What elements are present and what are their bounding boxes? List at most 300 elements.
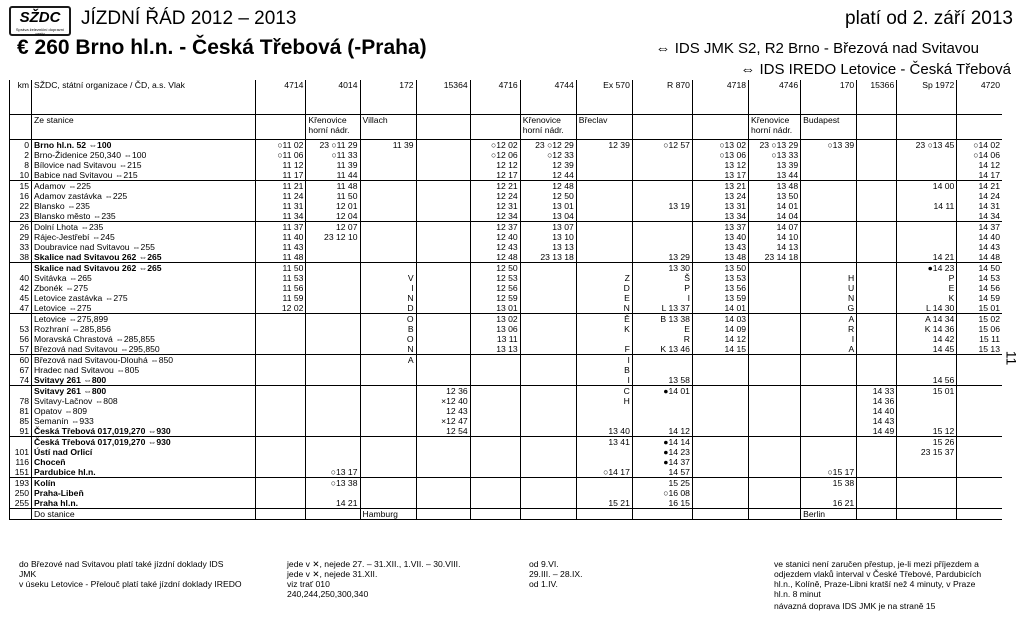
- km-cell: 101: [10, 447, 32, 457]
- timetable: [9, 80, 1002, 520]
- time-cell: [632, 211, 692, 222]
- time-cell: G: [801, 303, 857, 314]
- table-row: [10, 375, 1003, 386]
- time-cell: 12 07: [306, 222, 360, 233]
- table-row: [10, 201, 1003, 211]
- timetable-year-title: JÍZDNÍ ŘÁD 2012 – 2013: [81, 8, 297, 29]
- time-cell: [470, 355, 520, 366]
- time-cell: N: [801, 293, 857, 303]
- time-cell: I: [360, 283, 416, 293]
- destination-cell: [749, 509, 801, 520]
- time-cell: 14 03: [692, 314, 748, 325]
- time-cell: [857, 150, 897, 160]
- page-number: 11: [1003, 350, 1020, 366]
- time-cell: 12 21: [470, 181, 520, 192]
- time-cell: [306, 406, 360, 416]
- time-cell: 14 36: [857, 396, 897, 406]
- time-cell: 13 48: [692, 252, 748, 263]
- time-cell: 11 43: [256, 242, 306, 252]
- header-cell: 170: [801, 80, 857, 115]
- time-cell: [857, 334, 897, 344]
- time-cell: ○14 02: [957, 140, 1002, 151]
- time-cell: 12 31: [470, 201, 520, 211]
- table-row: [10, 396, 1003, 406]
- time-cell: [256, 324, 306, 334]
- km-cell: 81: [10, 406, 32, 416]
- table-row: [10, 314, 1003, 325]
- time-cell: 13 48: [749, 181, 801, 192]
- time-cell: D: [576, 283, 632, 293]
- time-cell: ○13 06: [692, 150, 748, 160]
- origin-row: [10, 115, 1003, 140]
- km-cell: [10, 314, 32, 325]
- time-cell: 13 24: [692, 191, 748, 201]
- time-cell: [306, 314, 360, 325]
- time-cell: R: [632, 334, 692, 344]
- time-cell: ○15 17: [801, 467, 857, 478]
- origin-cell: [857, 115, 897, 140]
- time-cell: O: [360, 334, 416, 344]
- time-cell: [306, 263, 360, 274]
- time-cell: 11 44: [306, 170, 360, 181]
- time-cell: [801, 437, 857, 448]
- time-cell: [749, 273, 801, 283]
- origin-cell: [256, 115, 306, 140]
- time-cell: 13 01: [520, 201, 576, 211]
- time-cell: [857, 201, 897, 211]
- time-cell: [857, 293, 897, 303]
- km-cell: 15: [10, 181, 32, 192]
- time-cell: [306, 334, 360, 344]
- time-cell: ●14 01: [632, 386, 692, 397]
- time-cell: 15 38: [801, 478, 857, 489]
- time-cell: [857, 160, 897, 170]
- time-cell: [520, 416, 576, 426]
- time-cell: [857, 211, 897, 222]
- time-cell: [360, 437, 416, 448]
- time-cell: Š: [632, 273, 692, 283]
- time-cell: [256, 498, 306, 509]
- time-cell: 12 37: [470, 222, 520, 233]
- time-cell: ○12 06: [470, 150, 520, 160]
- table-row: [10, 344, 1003, 355]
- time-cell: 23 ○12 29: [520, 140, 576, 151]
- time-cell: 13 10: [520, 232, 576, 242]
- table-row: [10, 232, 1003, 242]
- table-row: [10, 416, 1003, 426]
- origin-cell: Křenovice horní nádr.: [749, 115, 801, 140]
- time-cell: H: [801, 273, 857, 283]
- time-cell: [749, 478, 801, 489]
- time-cell: 11 24: [256, 191, 306, 201]
- time-cell: N: [360, 293, 416, 303]
- time-cell: [857, 324, 897, 334]
- time-cell: 11 56: [256, 283, 306, 293]
- table-row: [10, 334, 1003, 344]
- time-cell: 12 02: [256, 303, 306, 314]
- time-cell: [576, 334, 632, 344]
- time-cell: [416, 222, 470, 233]
- header-cell: R 870: [632, 80, 692, 115]
- time-cell: [520, 293, 576, 303]
- time-cell: [256, 314, 306, 325]
- station-cell: Brno-Židenice 250,340 ⇔100: [32, 150, 256, 160]
- time-cell: [857, 222, 897, 233]
- time-cell: [360, 263, 416, 274]
- time-cell: 13 53: [692, 273, 748, 283]
- time-cell: [470, 447, 520, 457]
- time-cell: [360, 191, 416, 201]
- station-cell: Babice nad Svitavou ⇔215: [32, 170, 256, 181]
- time-cell: [632, 191, 692, 201]
- station-cell: Moravská Chrastová ⇔285,855: [32, 334, 256, 344]
- table-row: [10, 426, 1003, 437]
- time-cell: 15 11: [957, 334, 1002, 344]
- time-cell: I: [576, 375, 632, 386]
- time-cell: N: [360, 344, 416, 355]
- time-cell: [520, 437, 576, 448]
- time-cell: [470, 426, 520, 437]
- time-cell: [801, 375, 857, 386]
- km-cell: 78: [10, 396, 32, 406]
- km-cell: [10, 386, 32, 397]
- table-row: [10, 488, 1003, 498]
- time-cell: [470, 467, 520, 478]
- time-cell: [857, 498, 897, 509]
- time-cell: [692, 386, 748, 397]
- time-cell: 16 15: [632, 498, 692, 509]
- time-cell: ●14 37: [632, 457, 692, 467]
- time-cell: [416, 457, 470, 467]
- time-cell: [897, 457, 957, 467]
- time-cell: 13 17: [692, 170, 748, 181]
- time-cell: [520, 334, 576, 344]
- time-cell: [416, 252, 470, 263]
- time-cell: [857, 375, 897, 386]
- time-cell: 12 48: [470, 252, 520, 263]
- time-cell: [520, 498, 576, 509]
- time-cell: 12 50: [470, 263, 520, 274]
- time-cell: [692, 457, 748, 467]
- time-cell: [256, 334, 306, 344]
- time-cell: ×12 47: [416, 416, 470, 426]
- km-cell: 116: [10, 457, 32, 467]
- ids-jmk-note: ⇔ IDS JMK S2, R2 Brno - Březová nad Svitavou: [655, 40, 979, 57]
- table-row: [10, 447, 1003, 457]
- time-cell: [470, 416, 520, 426]
- time-cell: [857, 283, 897, 293]
- time-cell: [749, 365, 801, 375]
- time-cell: [416, 344, 470, 355]
- time-cell: 13 30: [632, 263, 692, 274]
- time-cell: 11 48: [256, 252, 306, 263]
- time-cell: [692, 416, 748, 426]
- time-cell: K 14 36: [897, 324, 957, 334]
- legend-note-1: od 9.VI.: [529, 559, 559, 569]
- time-cell: 12 39: [576, 140, 632, 151]
- time-cell: [801, 386, 857, 397]
- time-cell: 13 56: [692, 283, 748, 293]
- time-cell: [576, 406, 632, 416]
- station-cell: Adamov zastávka ⇔225: [32, 191, 256, 201]
- time-cell: 14 57: [632, 467, 692, 478]
- origin-cell: Křenovice horní nádr.: [306, 115, 360, 140]
- time-cell: 14 31: [957, 201, 1002, 211]
- time-cell: [256, 488, 306, 498]
- time-cell: K 13 46: [632, 344, 692, 355]
- route-title: € 260 Brno hl.n. - Česká Třebová (-Praha): [17, 36, 427, 59]
- time-cell: 11 34: [256, 211, 306, 222]
- time-cell: 11 59: [256, 293, 306, 303]
- time-cell: [576, 191, 632, 201]
- time-cell: [520, 467, 576, 478]
- time-cell: [632, 150, 692, 160]
- time-cell: 13 13: [520, 242, 576, 252]
- time-cell: 13 19: [632, 201, 692, 211]
- time-cell: [306, 457, 360, 467]
- time-cell: [692, 498, 748, 509]
- time-cell: 12 40: [470, 232, 520, 242]
- time-cell: [306, 375, 360, 386]
- time-cell: 12 04: [306, 211, 360, 222]
- time-cell: 14 40: [857, 406, 897, 416]
- time-cell: 15 12: [897, 426, 957, 437]
- km-cell: 2: [10, 150, 32, 160]
- time-cell: [360, 426, 416, 437]
- time-cell: [416, 191, 470, 201]
- header-cell: 15366: [857, 80, 897, 115]
- time-cell: C: [576, 386, 632, 397]
- time-cell: [576, 160, 632, 170]
- time-cell: [256, 478, 306, 489]
- time-cell: 14 12: [692, 334, 748, 344]
- origin-cell: Břeclav: [576, 115, 632, 140]
- time-cell: 13 01: [470, 303, 520, 314]
- time-cell: [306, 488, 360, 498]
- time-cell: [360, 222, 416, 233]
- time-cell: 11 50: [256, 263, 306, 274]
- time-cell: 13 11: [470, 334, 520, 344]
- time-cell: [576, 416, 632, 426]
- time-cell: [801, 252, 857, 263]
- table-row: [10, 150, 1003, 160]
- time-cell: 11 53: [256, 273, 306, 283]
- station-cell: Semanín ⇔933: [32, 416, 256, 426]
- time-cell: 13 50: [692, 263, 748, 274]
- time-cell: 13 21: [692, 181, 748, 192]
- time-cell: 11 31: [256, 201, 306, 211]
- header-cell: 4744: [520, 80, 576, 115]
- szdc-logo: SŽDC Správa železniční dopravní cesty: [9, 6, 71, 36]
- time-cell: 13 41: [576, 437, 632, 448]
- time-cell: 12 44: [520, 170, 576, 181]
- time-cell: [632, 160, 692, 170]
- time-cell: 11 40: [256, 232, 306, 242]
- time-cell: [416, 303, 470, 314]
- time-cell: 11 21: [256, 181, 306, 192]
- legend-note-52: 240,244,250,300,340: [287, 589, 369, 599]
- time-cell: ○13 33: [749, 150, 801, 160]
- time-cell: 13 37: [692, 222, 748, 233]
- time-cell: 14 21: [897, 252, 957, 263]
- station-cell: Kolín: [32, 478, 256, 489]
- time-cell: [957, 467, 1002, 478]
- time-cell: [576, 263, 632, 274]
- header-cell: 4716: [470, 80, 520, 115]
- origin-cell: [897, 115, 957, 140]
- time-cell: [470, 498, 520, 509]
- time-cell: 13 58: [632, 375, 692, 386]
- time-cell: [801, 355, 857, 366]
- time-cell: [801, 242, 857, 252]
- time-cell: 14 34: [957, 211, 1002, 222]
- time-cell: [520, 303, 576, 314]
- time-cell: [520, 426, 576, 437]
- time-cell: 14 59: [957, 293, 1002, 303]
- time-cell: [470, 457, 520, 467]
- time-cell: 11 50: [306, 191, 360, 201]
- time-cell: 13 13: [470, 344, 520, 355]
- time-cell: 13 34: [692, 211, 748, 222]
- time-cell: [857, 457, 897, 467]
- time-cell: [897, 406, 957, 416]
- legend-ids-jmk: do Březové nad Svitavou platí také jízdní doklady IDS JMK: [19, 559, 224, 579]
- time-cell: [306, 324, 360, 334]
- time-cell: [957, 488, 1002, 498]
- km-cell: 193: [10, 478, 32, 489]
- time-cell: [520, 406, 576, 416]
- time-cell: [256, 447, 306, 457]
- time-cell: [256, 406, 306, 416]
- time-cell: B: [360, 324, 416, 334]
- time-cell: [897, 416, 957, 426]
- destination-cell: [256, 509, 306, 520]
- table-row: [10, 252, 1003, 263]
- time-cell: ○14 17: [576, 467, 632, 478]
- time-cell: ○13 17: [306, 467, 360, 478]
- time-cell: V: [360, 273, 416, 283]
- time-cell: [306, 437, 360, 448]
- time-cell: ●14 23: [632, 447, 692, 457]
- time-cell: ○12 33: [520, 150, 576, 160]
- time-cell: 14 01: [692, 303, 748, 314]
- table-row: [10, 283, 1003, 293]
- km-cell: 8: [10, 160, 32, 170]
- time-cell: 11 12: [256, 160, 306, 170]
- time-cell: 11 39: [360, 140, 416, 151]
- time-cell: 13 04: [520, 211, 576, 222]
- time-cell: [360, 467, 416, 478]
- time-cell: [576, 457, 632, 467]
- time-cell: [306, 386, 360, 397]
- time-cell: [957, 365, 1002, 375]
- time-cell: [306, 283, 360, 293]
- time-cell: [897, 498, 957, 509]
- time-cell: [306, 344, 360, 355]
- time-cell: [576, 447, 632, 457]
- time-cell: [416, 211, 470, 222]
- time-cell: [256, 457, 306, 467]
- time-cell: 14 21: [306, 498, 360, 509]
- time-cell: [749, 467, 801, 478]
- time-cell: 15 01: [957, 303, 1002, 314]
- station-cell: Dolní Lhota ⇔235: [32, 222, 256, 233]
- legend-note-30: viz trať 010: [287, 579, 330, 589]
- time-cell: [360, 498, 416, 509]
- time-cell: [897, 396, 957, 406]
- station-cell: Svitávka ⇔265: [32, 273, 256, 283]
- time-cell: [256, 355, 306, 366]
- time-cell: [576, 478, 632, 489]
- time-cell: [520, 355, 576, 366]
- time-cell: [692, 437, 748, 448]
- destination-cell: [306, 509, 360, 520]
- time-cell: [957, 406, 1002, 416]
- time-cell: P: [632, 283, 692, 293]
- time-cell: B: [576, 365, 632, 375]
- station-cell: Svitavy 261 ⇔800: [32, 386, 256, 397]
- destination-cell: Do stanice: [32, 509, 256, 520]
- time-cell: U: [801, 283, 857, 293]
- time-cell: [957, 447, 1002, 457]
- time-cell: [897, 242, 957, 252]
- time-cell: 12 54: [416, 426, 470, 437]
- time-cell: [857, 447, 897, 457]
- time-cell: B 13 38: [632, 314, 692, 325]
- origin-cell: Křenovice horní nádr.: [520, 115, 576, 140]
- time-cell: 14 45: [897, 344, 957, 355]
- destination-cell: Hamburg: [360, 509, 416, 520]
- time-cell: 14 40: [957, 232, 1002, 242]
- time-cell: Z: [576, 273, 632, 283]
- time-cell: [360, 365, 416, 375]
- table-row: [10, 365, 1003, 375]
- time-cell: ●14 14: [632, 437, 692, 448]
- legend-note-2: 29.III. – 28.IX.: [529, 569, 583, 579]
- time-cell: 12 39: [520, 160, 576, 170]
- time-cell: 12 34: [470, 211, 520, 222]
- time-cell: H: [576, 396, 632, 406]
- km-cell: 22: [10, 201, 32, 211]
- time-cell: R: [801, 324, 857, 334]
- table-row: [10, 293, 1003, 303]
- time-cell: [897, 191, 957, 201]
- time-cell: [360, 160, 416, 170]
- time-cell: ○12 02: [470, 140, 520, 151]
- time-cell: [632, 222, 692, 233]
- station-cell: Svitavy 261 ⇔800: [32, 375, 256, 386]
- time-cell: [857, 232, 897, 242]
- origin-cell: Budapest: [801, 115, 857, 140]
- header-row: [10, 80, 1003, 115]
- time-cell: [256, 375, 306, 386]
- time-cell: [416, 334, 470, 344]
- time-cell: [520, 273, 576, 283]
- table-row: [10, 181, 1003, 192]
- header-cell: 4718: [692, 80, 748, 115]
- time-cell: [256, 467, 306, 478]
- legend-note-19: jede v ✕, nejede 27. – 31.XII., 1.VII. – 30.VIII.: [287, 559, 461, 569]
- time-cell: 12 01: [306, 201, 360, 211]
- destination-cell: [10, 509, 32, 520]
- time-cell: [857, 344, 897, 355]
- table-row: [10, 498, 1003, 509]
- time-cell: 13 07: [520, 222, 576, 233]
- time-cell: [692, 488, 748, 498]
- time-cell: [360, 201, 416, 211]
- time-cell: [470, 488, 520, 498]
- time-cell: [256, 426, 306, 437]
